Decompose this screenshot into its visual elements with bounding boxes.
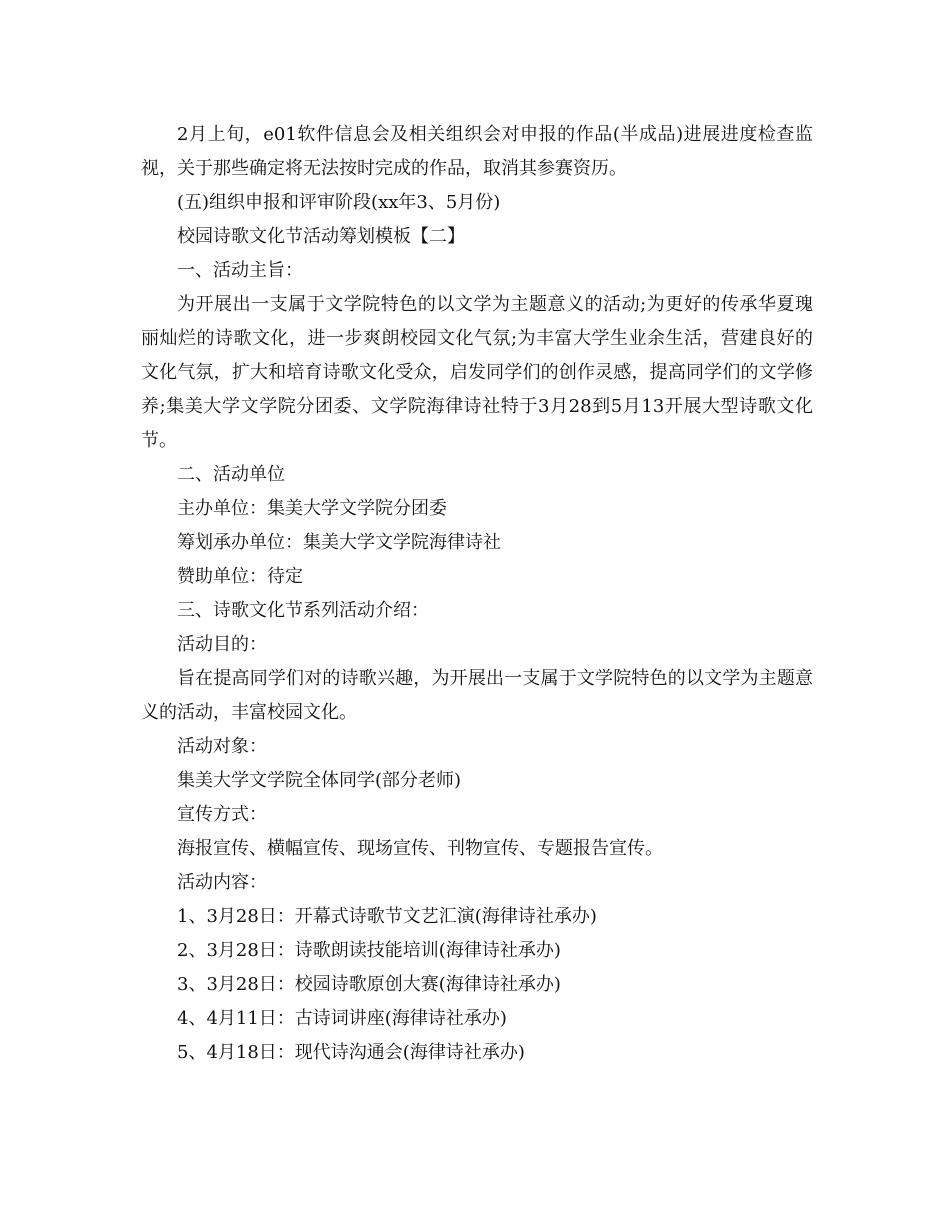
section-title-template-two: 校园诗歌文化节活动筹划模板【二】 bbox=[177, 226, 465, 247]
paragraph-progress-check: 2月上旬，e01软件信息会及相关组织会对申报的作品(半成品)进展进度检查监视，关于那些确定将无法按时完成的作品，取消其参赛资历。 bbox=[141, 124, 813, 179]
host-unit: 主办单位：集美大学文学院分团委 bbox=[177, 498, 447, 519]
label-activity-content: 活动内容： bbox=[177, 872, 267, 893]
paragraph-activity-purpose: 为开展出一支属于文学院特色的以文学为主题意义的活动;为更好的传承华夏瑰丽灿烂的诗歌文化，进一步爽朗校园文化气氛;为丰富大学生业余生活，营建良好的文化气氛，扩大和培育诗歌文化受众，启发同学们的创作灵感，提高同学们的文学修养;集美大学文学院分团委、文学院海律诗社特于3月28到5月13开展大型诗歌文化节。 bbox=[141, 294, 813, 451]
list-item: 5、4月18日：现代诗沟通会(海律诗社承办) bbox=[177, 1042, 525, 1063]
label-activity-audience: 活动对象： bbox=[177, 736, 267, 757]
organizer-unit: 筹划承办单位：集美大学文学院海律诗社 bbox=[177, 532, 501, 553]
list-item: 2、3月28日：诗歌朗读技能培训(海律诗社承办) bbox=[177, 940, 561, 961]
list-item: 3、3月28日：校园诗歌原创大赛(海律诗社承办) bbox=[177, 974, 561, 995]
heading-activity-purpose: 一、活动主旨： bbox=[177, 260, 303, 281]
sponsor-unit: 赞助单位：待定 bbox=[177, 566, 303, 587]
paragraph-activity-goal: 旨在提高同学们对的诗歌兴趣，为开展出一支属于文学院特色的以文学为主题意义的活动，丰富校园文化。 bbox=[141, 668, 813, 723]
publicity-method: 海报宣传、横幅宣传、现场宣传、刊物宣传、专题报告宣传。 bbox=[177, 838, 663, 859]
label-activity-goal: 活动目的： bbox=[177, 634, 267, 655]
list-item: 1、3月28日：开幕式诗歌节文艺汇演(海律诗社承办) bbox=[177, 906, 597, 927]
document-body bbox=[141, 118, 813, 1070]
list-item: 4、4月11日：古诗词讲座(海律诗社承办) bbox=[177, 1008, 507, 1029]
activity-audience: 集美大学文学院全体同学(部分老师) bbox=[177, 770, 462, 791]
heading-activity-units: 二、活动单位 bbox=[177, 464, 285, 485]
paragraph-stage-five: (五)组织申报和评审阶段(xx年3、5月份) bbox=[177, 192, 501, 213]
label-publicity-method: 宣传方式： bbox=[177, 804, 267, 825]
heading-series-intro: 三、诗歌文化节系列活动介绍： bbox=[177, 600, 429, 621]
